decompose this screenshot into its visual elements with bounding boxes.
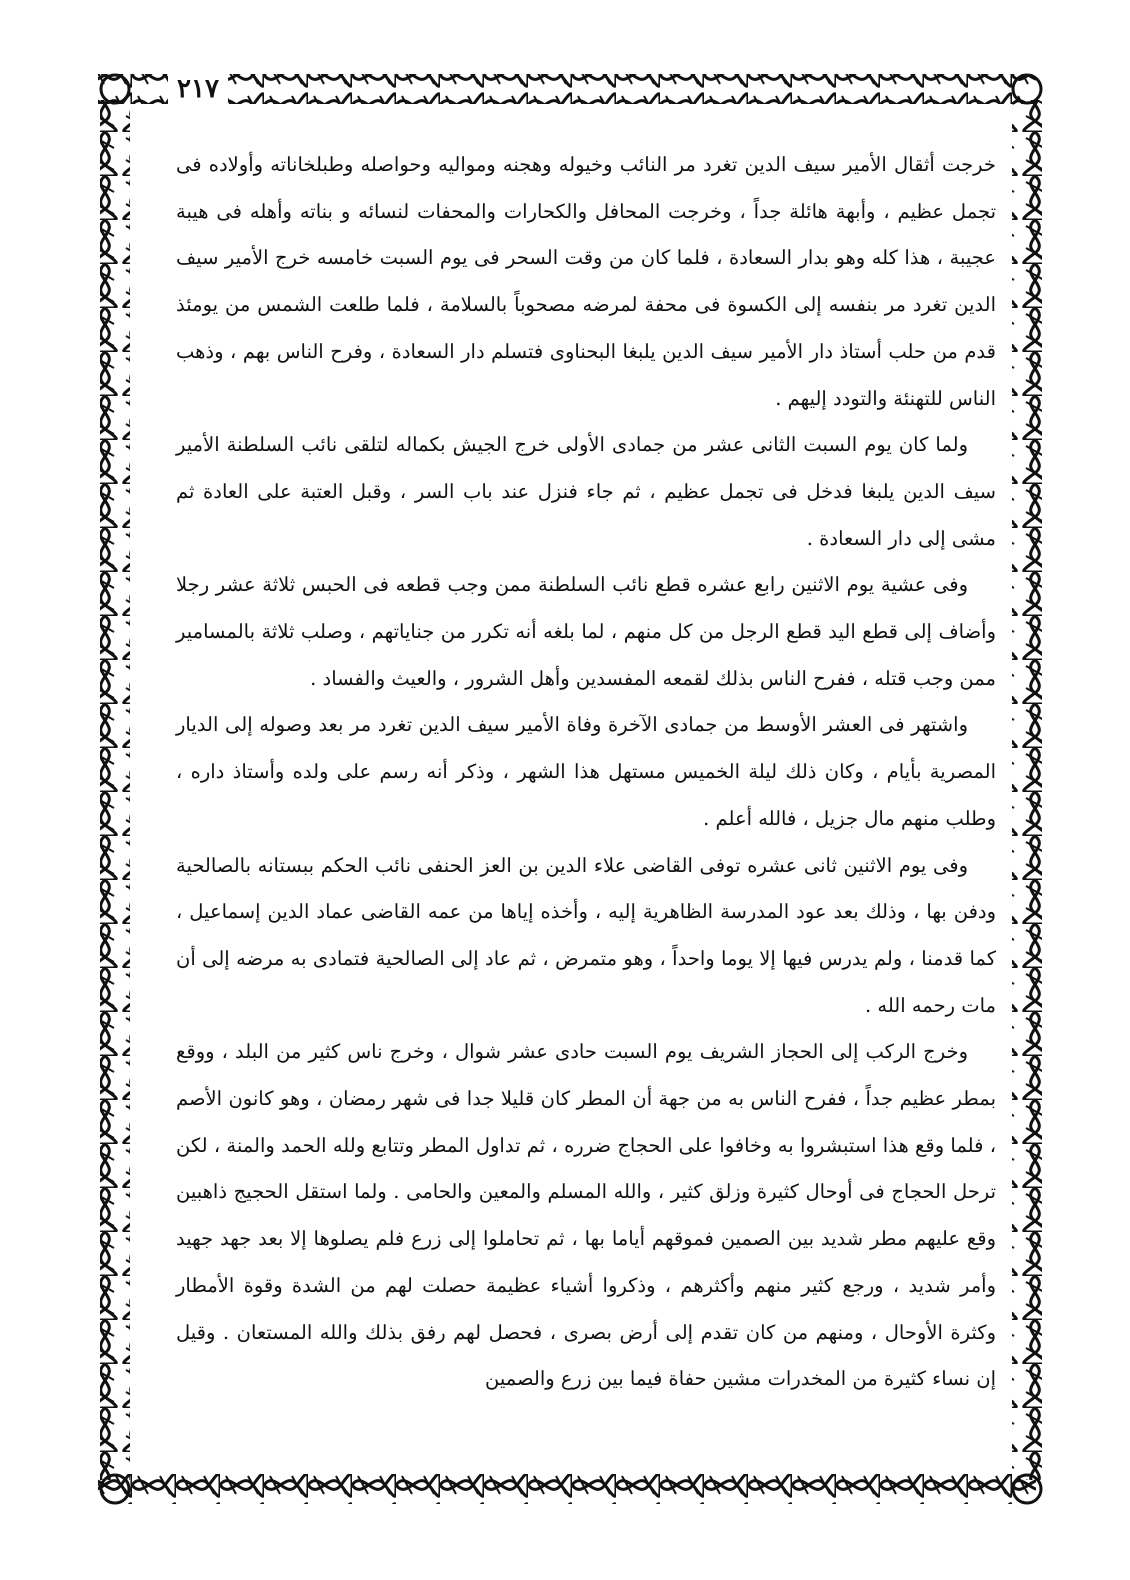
paragraph: وفى يوم الاثنين ثانى عشره توفى القاضى علاء الدين بن العز الحنفى نائب الحكم ببستانه بالصالحية ودفن بها ، وذلك بعد عود المدرسة الظاهرية إليه ، وأخذه إياها من عمه القاضى عماد الدين إسماعيل ، كما قدمنا ، ولم يدرس فيها إلا يوما واحداً ، وهو متمرض ، ثم عاد إلى الصالحية فتمادى به مرضه إلى أن مات رحمه الله . bbox=[176, 853, 996, 1017]
paragraph: وفى عشية يوم الاثنين رابع عشره قطع نائب السلطنة ممن وجب قطعه فى الحبس ثلاثة عشر رجلا وأضاف إلى قطع اليد قطع الرجل من كل منهم ، لما بلغه أنه تكرر من جناياتهم ، وصلب ثلاثة بالمسامير ممن وجب قتله ، ففرح الناس بذلك لقمعه المفسدين وأهل الشرور ، والعيث والفساد . bbox=[176, 573, 996, 690]
paragraph: وخرج الركب إلى الحجاز الشريف يوم السبت حادى عشر شوال ، وخرج ناس كثير من البلد ، ووقع بمطر عظيم جداً ، ففرح الناس به من جهة أن المطر كان قليلا جدا فى شهر رمضان ، وهو كانون الأصم ، فلما وقع هذا استبشروا به وخافوا على الحجاج ضرره ، ثم تداول المطر وتتابع ولله الحمد والمنة ، لكن ترحل الحجاج فى أوحال كثيرة وزلق كثير ، والله المسلم والمعين والحامى . ولما استقل الحجيج ذاهبين وقع عليهم مطر شديد بين الصمين فموقهم أياما بها ، ثم تحاملوا إلى زرع فلم يصلوها إلا بعد جهد جهيد وأمر شديد ، ورجع كثير منهم وأكثرهم ، وذكروا أشياء عظيمة حصلت لهم من الشدة وقوة الأمطار وكثرة الأوحال ، ومنهم من كان تقدم إلى أرض بصرى ، فحصل لهم رفق بذلك والله المستعان . وقيل إن نساء كثيرة من المخدرات مشين حفاة فيما بين زرع والصمين bbox=[176, 1040, 996, 1391]
body-text bbox=[176, 142, 996, 1442]
paragraph: خرجت أثقال الأمير سيف الدين تغرد مر النائب وخيوله وهجنه ومواليه وحواصله وطبلخاناته وأولاده فى تجمل عظيم ، وأبهة هائلة جداً ، وخرجت المحافل والكحارات والمحفات لنسائه و بناته وأهله فى هيبة عجيبة ، هذا كله وهو بدار السعادة ، فلما كان من وقت السحر فى يوم السبت خامسه خرج الأمير سيف الدين تغرد مر بنفسه إلى الكسوة فى محفة لمرضه مصحوباً بالسلامة ، فلما طلعت الشمس من يومئذ قدم من حلب أستاذ دار الأمير سيف الدين يلبغا البحناوى فتسلم دار السعادة ، وفرح الناس بهم ، وذهب الناس للتهنئة والتودد إليهم . bbox=[176, 153, 996, 410]
paragraph: ولما كان يوم السبت الثانى عشر من جمادى الأولى خرج الجيش بكماله لتلقى نائب السلطنة الأمير سيف الدين يلبغا فدخل فى تجمل عظيم ، ثم جاء فنزل عند باب السر ، وقبل العتبة على العادة ثم مشى إلى دار السعادة . bbox=[176, 433, 996, 550]
paragraph: واشتهر فى العشر الأوسط من جمادى الآخرة وفاة الأمير سيف الدين تغرد مر بعد وصوله إلى الديار المصرية بأيام ، وكان ذلك ليلة الخميس مستهل هذا الشهر ، وذكر أنه رسم على ولده وأستاذ داره ، وطلب منهم مال جزيل ، فالله أعلم . bbox=[176, 713, 996, 830]
page-number: ٢١٧ bbox=[168, 72, 228, 106]
